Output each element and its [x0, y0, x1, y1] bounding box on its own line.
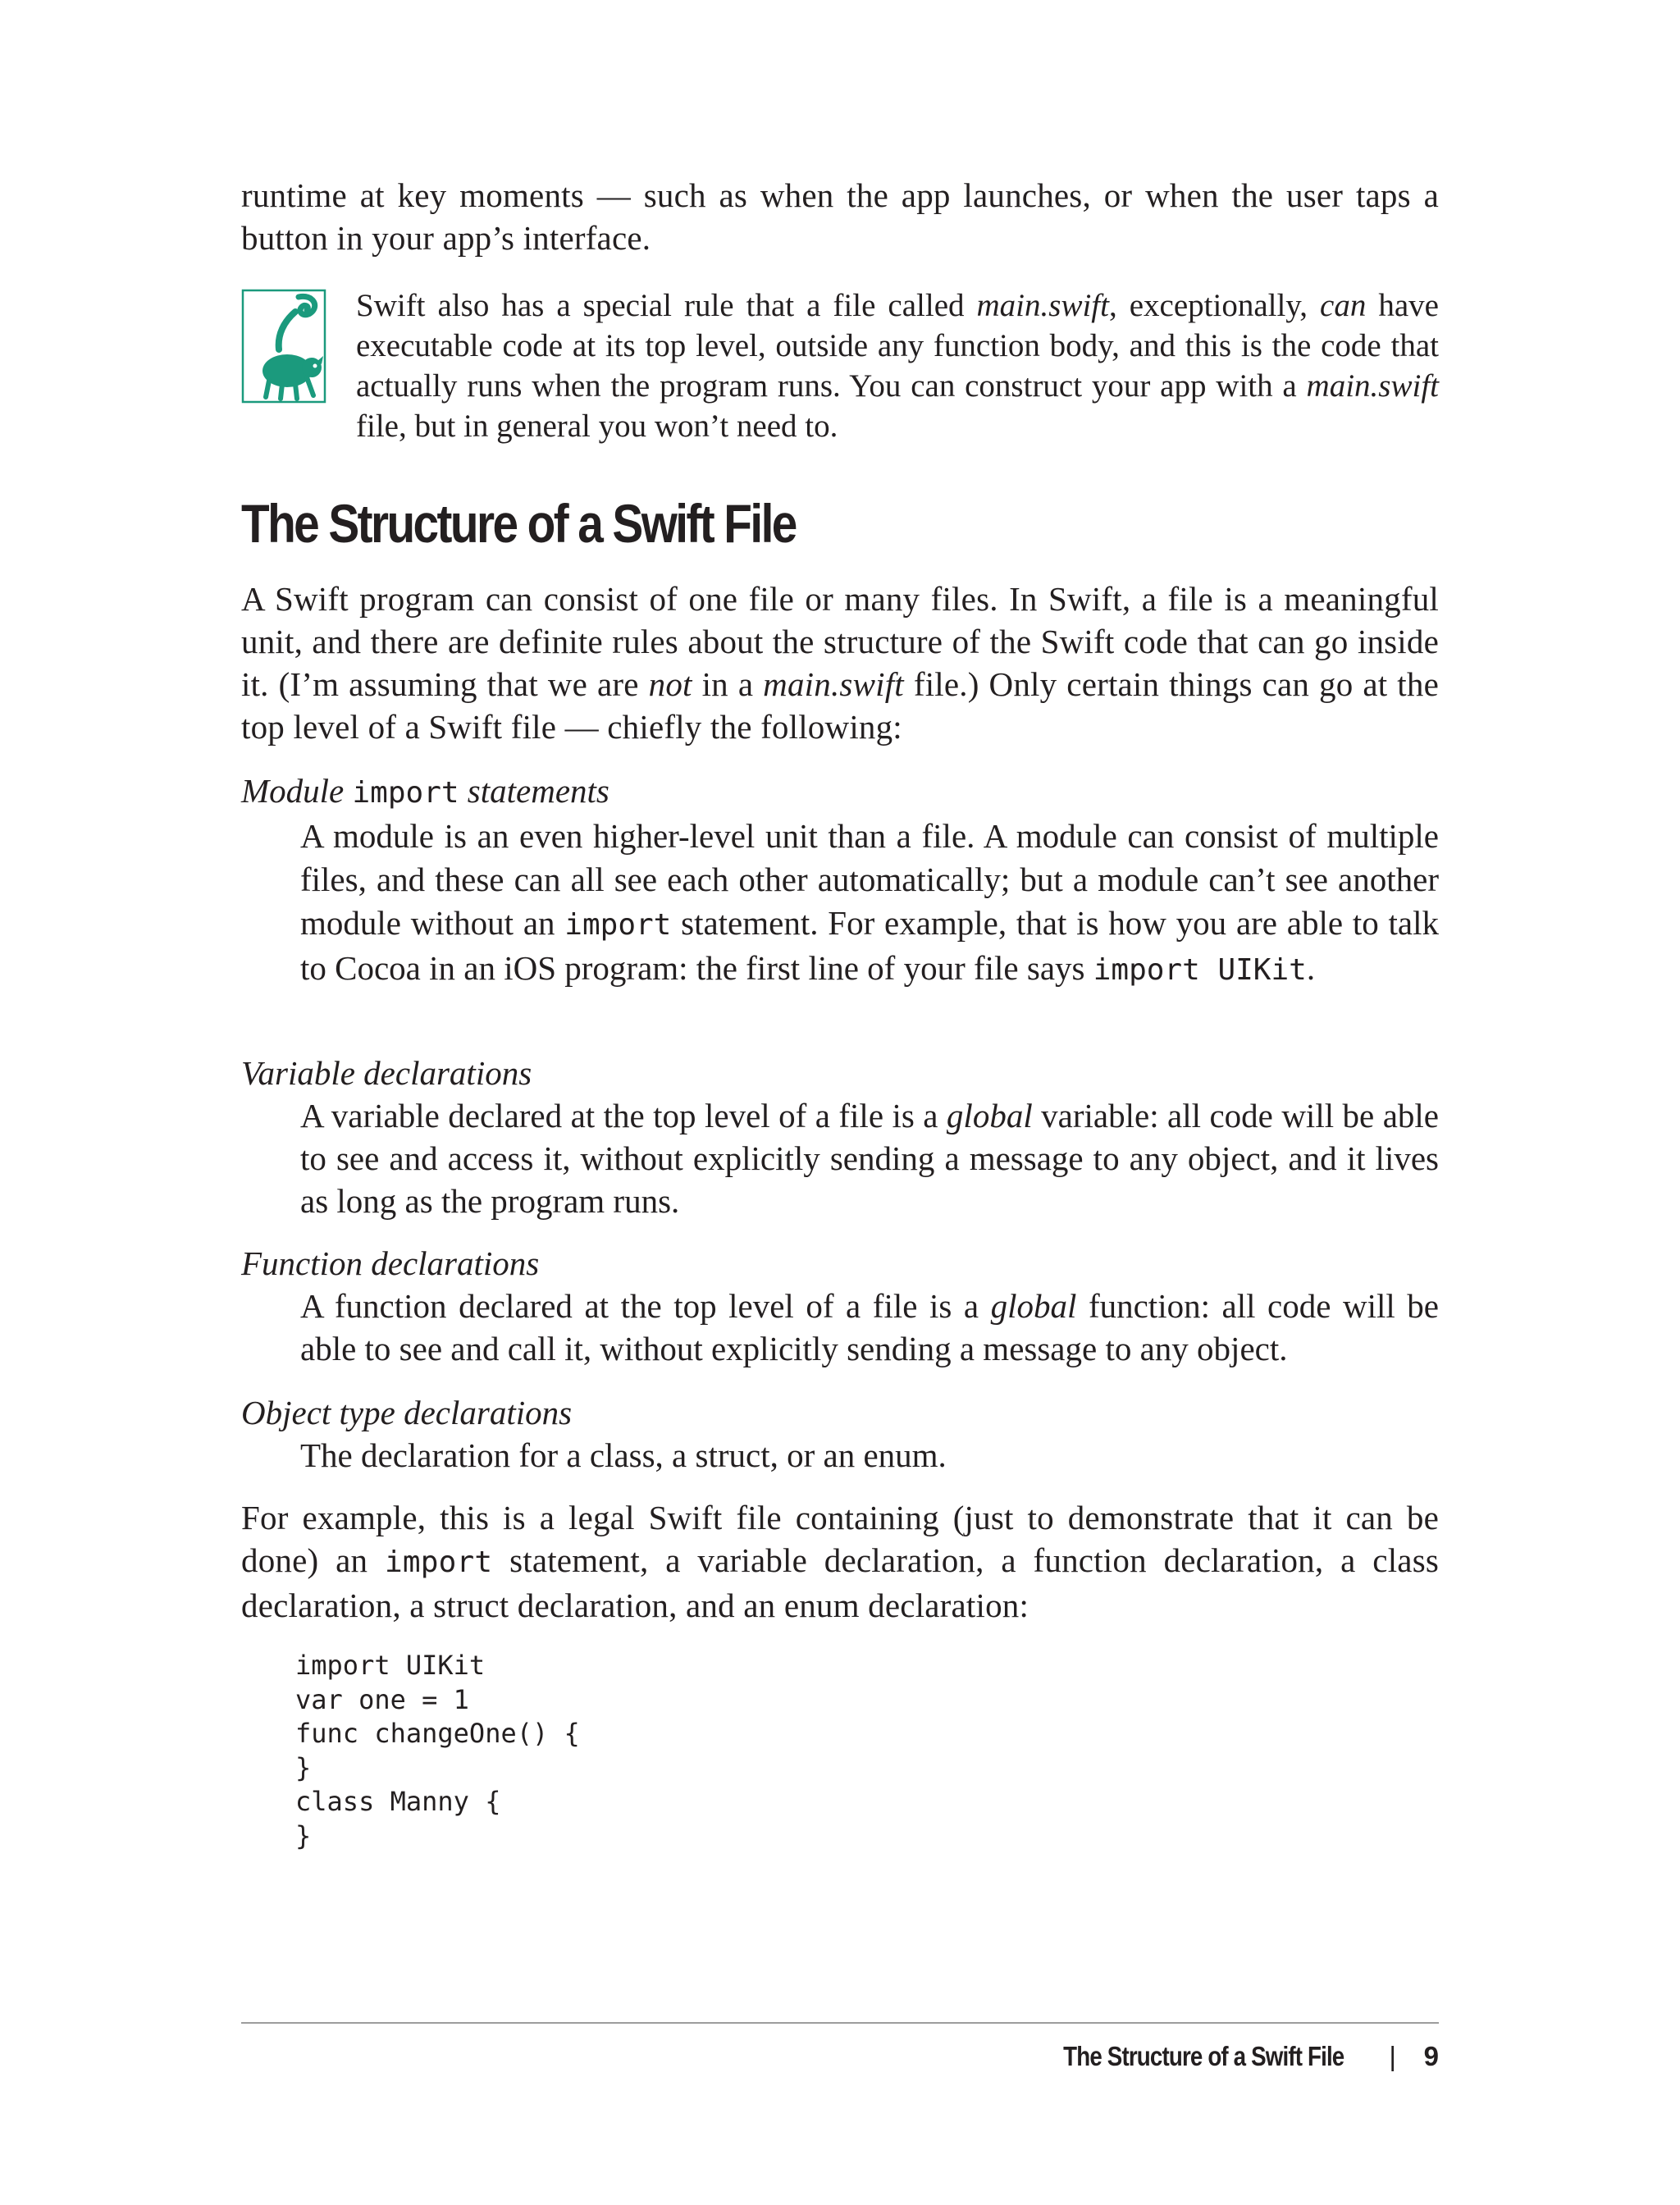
definition-term: Function declarations [241, 1244, 540, 1282]
page-number: 9 [1423, 2041, 1439, 2071]
text-part: For example, this is a legal Swift file containing (just to demonstrate that it can be done) an [241, 1499, 1439, 1579]
definition-description [300, 1094, 1439, 1222]
emphasis: global [946, 1097, 1033, 1134]
filename-emphasis: main.swift [1306, 368, 1439, 404]
text-part: variable: all code will be able to see and access it, without explicitly sending a message to any object, and it lives as long as the program runs. [300, 1097, 1439, 1220]
emphasis: can [1320, 288, 1367, 323]
body-paragraph-1 [241, 578, 1439, 748]
definition-item-imports [241, 769, 1439, 992]
note-text-part: have executable code at its top level, outside any function body, and this is the code that actually runs when the program runs. You can construct your app with a [356, 288, 1439, 404]
text-part: A Swift program can consist of one file or many files. In Swift, a file is a meaningful unit, and there are definite rules about the structure of the Swift code that can go inside it. (I’m assuming that we are [241, 580, 1439, 703]
code-line: } [295, 1751, 312, 1783]
code-line: func changeOne() { [295, 1718, 580, 1749]
footer-divider [241, 2022, 1439, 2024]
body-paragraph-2 [241, 1496, 1439, 1627]
inline-code: import UIKit [1093, 953, 1307, 987]
definition-term: Variable declarations [241, 1054, 532, 1092]
page-footer [241, 2036, 1439, 2077]
definition-term [241, 769, 1439, 815]
definition-item-variables [241, 1052, 1439, 1222]
filename-emphasis: main.swift [976, 288, 1109, 323]
text-part: statement. For example, that is how you are able to talk to Cocoa in an iOS program: the first line of your file says [300, 904, 1439, 987]
emphasis: global [990, 1287, 1077, 1325]
code-line: var one = 1 [295, 1683, 469, 1715]
paragraph-text [241, 1496, 1439, 1627]
term-part: statements [459, 772, 609, 810]
intro-paragraph [241, 174, 1439, 259]
code-line: } [295, 1819, 312, 1851]
text-part: A module is an even higher-level unit than a file. A module can consist of multiple files, and these can all see each other automatically; but a module can’t see another module without an [300, 817, 1439, 942]
section-heading: The Structure of a Swift File [241, 493, 796, 554]
code-line: class Manny { [295, 1786, 501, 1817]
inline-code: import [352, 776, 459, 810]
running-footer-title: The Structure of a Swift File [1062, 2041, 1344, 2071]
inline-code: import [564, 908, 672, 942]
definition-item-object-types [241, 1391, 1439, 1477]
paragraph-text [241, 578, 1439, 748]
definition-term: Object type declarations [241, 1394, 573, 1431]
note-text [356, 285, 1439, 446]
note-text-part: , exceptionally, [1108, 288, 1321, 323]
footer-separator: | [1389, 2041, 1396, 2071]
text-part: . [1306, 949, 1316, 987]
code-listing [295, 1649, 580, 1853]
definition-description [300, 815, 1439, 992]
text-part: statement, a variable declaration, a function declaration, a class declaration, a struct declaration, and an enum declaration: [241, 1541, 1439, 1624]
code-line: import UIKit [295, 1650, 486, 1681]
definition-item-functions [241, 1242, 1439, 1370]
text-part: A function declared at the top level of a file is a [300, 1287, 991, 1325]
definition-description [300, 1285, 1439, 1370]
note-box [241, 285, 1439, 458]
emphasis: not [648, 665, 692, 703]
intro-text: runtime at key moments — such as when the app launches, or when the user taps a button in your app’s interface. [241, 176, 1439, 257]
note-text-part: file, but in general you won’t need to. [356, 409, 838, 444]
note-text-part: Swift also has a special rule that a file called [356, 288, 977, 323]
text-part: in a [692, 665, 764, 703]
definition-description: The declaration for a class, a struct, or an enum. [300, 1436, 947, 1474]
term-part: Module [241, 772, 353, 810]
text-part: A variable declared at the top level of a file is a [300, 1097, 947, 1134]
text-part: function: all code will be able to see and call it, without explicitly sending a message to any object. [300, 1287, 1439, 1367]
lemur-icon [241, 289, 326, 404]
inline-code: import [385, 1545, 493, 1579]
text-part: file.) Only certain things can go at the top level of a Swift file — chiefly the following: [241, 665, 1439, 746]
filename-emphasis: main.swift [763, 665, 904, 703]
